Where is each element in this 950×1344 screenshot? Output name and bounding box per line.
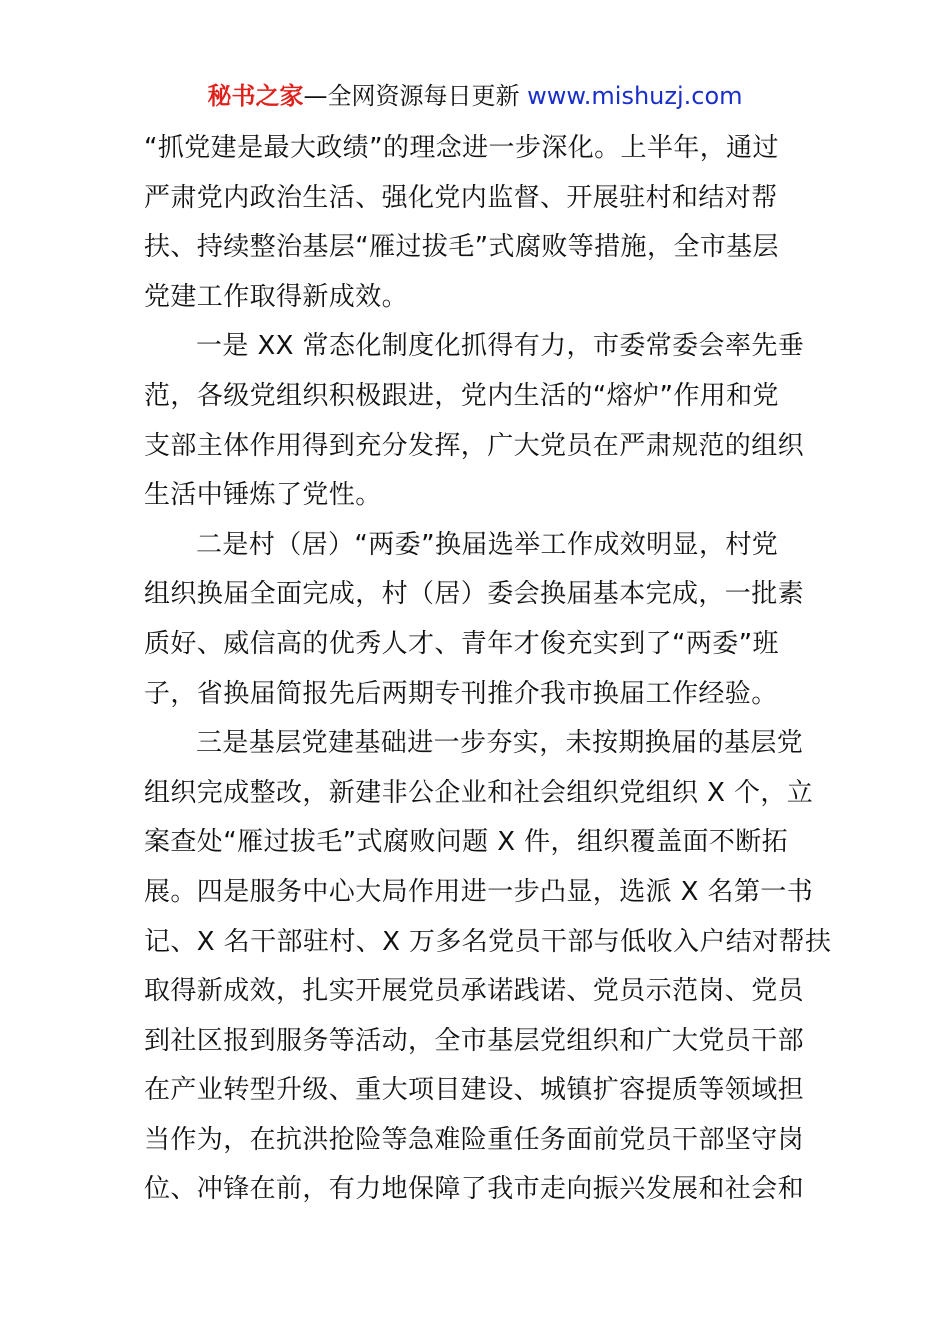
site-header [0,80,950,112]
site-brand: 秘书之家 [207,82,304,110]
text-line: 到社区报到服务等活动，全市基层党组织和广大党员干部 [144,1025,805,1056]
text-line: 在产业转型升级、重大项目建设、城镇扩容提质等领域担 [144,1075,805,1106]
text-line: 案查处“雁过拔毛”式腐败问题 X 件，组织覆盖面不断拓 [144,827,789,858]
text-line: 生活中锤炼了党性。 [144,480,382,511]
site-url-link[interactable]: www.mishuzj.com [527,82,743,110]
text-line: 严肃党内政治生活、强化党内监督、开展驻村和结对帮 [144,182,778,213]
text-line: 组织换届全面完成，村（居）委会换届基本完成，一批素 [144,579,805,610]
text-line: 范，各级党组织积极跟进，党内生活的“熔炉”作用和党 [144,380,779,411]
text-line: 支部主体作用得到充分发挥，广大党员在严肃规范的组织 [144,430,805,461]
text-line: 组织完成整改，新建非公企业和社会组织党组织 X 个，立 [144,777,814,808]
document-body [144,124,832,1215]
text-line: 质好、威信高的优秀人才、青年才俊充实到了“两委”班 [144,628,779,659]
text-line: 党建工作取得新成效。 [144,281,409,312]
text-line: 子，省换届简报先后两期专刊推介我市换届工作经验。 [144,678,778,709]
paragraph-first-line: 二是村（居）“两委”换届选举工作成效明显，村党 [196,529,779,560]
paragraph-first-line: 一是 XX 常态化制度化抓得有力，市委常委会率先垂 [196,331,805,362]
text-line: 扶、持续整治基层“雁过拔毛”式腐败等措施，全市基层 [144,232,779,263]
paragraph-first-line: 三是基层党建基础进一步夯实，未按期换届的基层党 [196,728,804,759]
text-line: “抓党建是最大政绩”的理念进一步深化。上半年，通过 [144,133,779,163]
text-line: 当作为，在抗洪抢险等急难险重任务面前党员干部坚守岗 [144,1124,805,1155]
text-line: 展。四是服务中心大局作用进一步凸显，选派 X 名第一书 [144,876,814,907]
text-line: 位、冲锋在前，有力地保障了我市走向振兴发展和社会和 [144,1174,805,1205]
site-tagline: —全网资源每日更新 [303,82,528,110]
text-line: 记、X 名干部驻村、X 万多名党员干部与低收入户结对帮扶 [144,926,832,957]
text-line: 取得新成效，扎实开展党员承诺践诺、党员示范岗、党员 [144,976,805,1007]
